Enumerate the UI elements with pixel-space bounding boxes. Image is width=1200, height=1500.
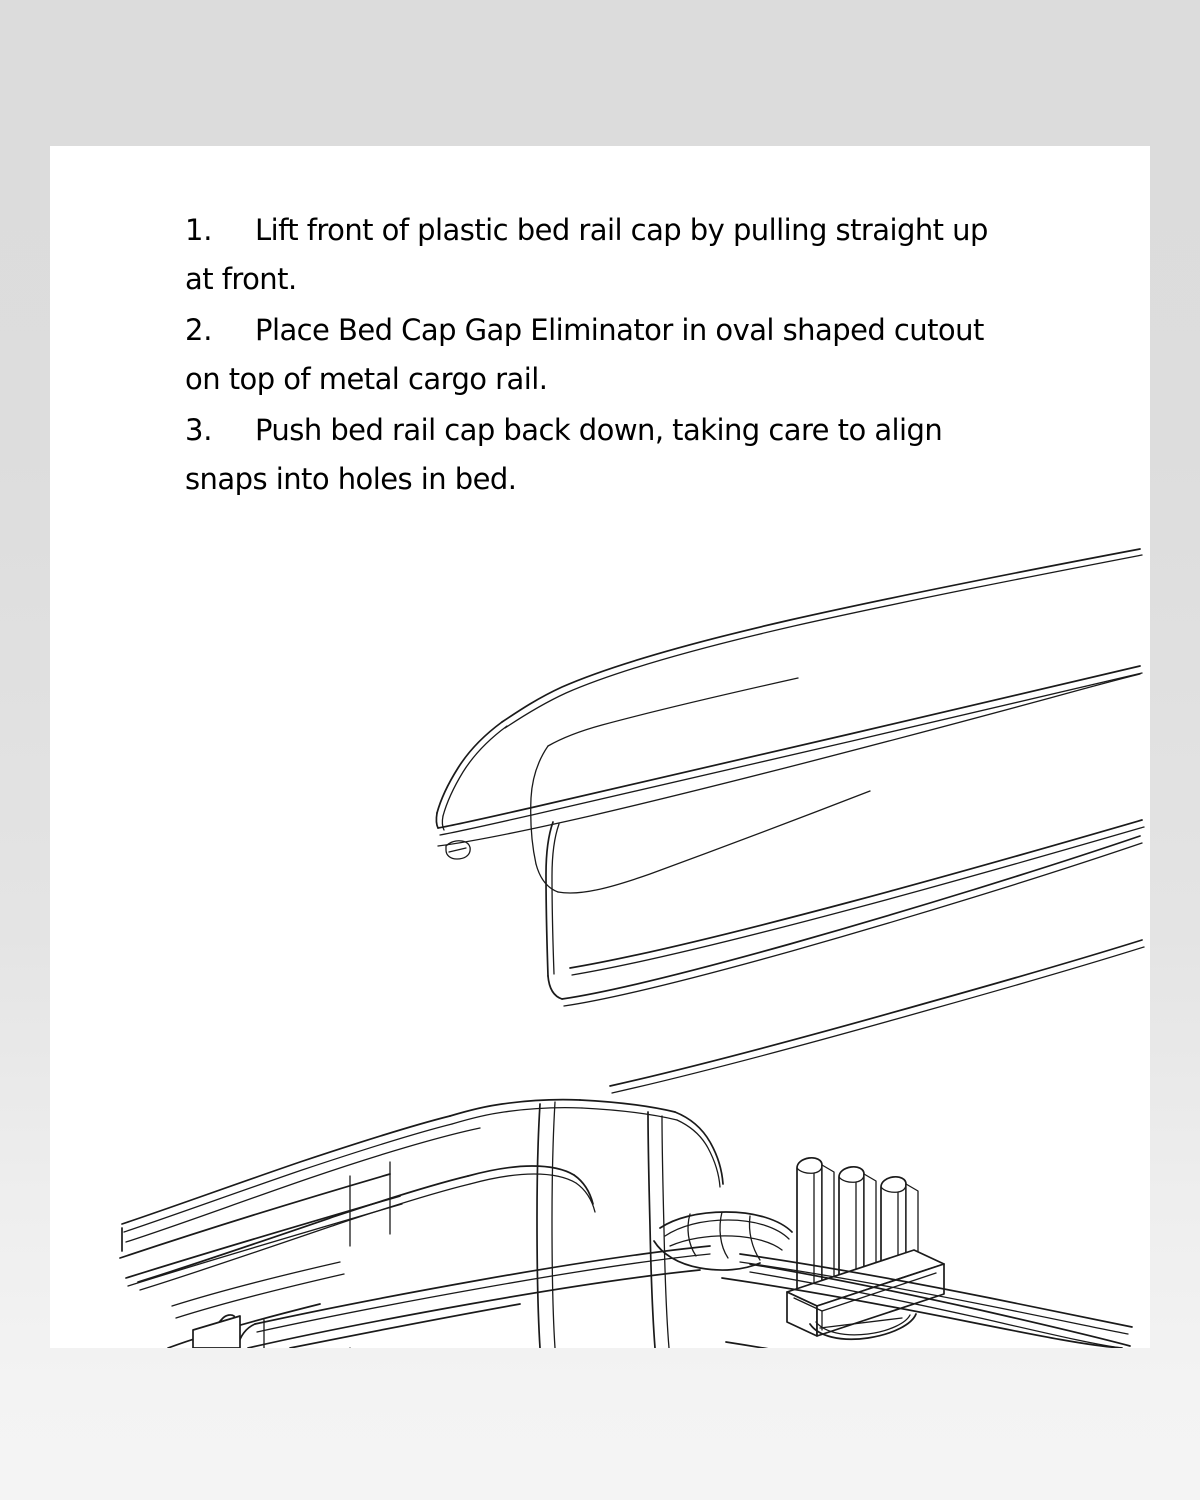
list-item bbox=[185, 406, 1020, 504]
bed-rail-cap-illustration bbox=[436, 549, 1144, 1093]
bed-cap-gap-eliminator-illustration bbox=[787, 1158, 944, 1339]
list-item-number: 1. bbox=[185, 213, 213, 247]
list-item bbox=[185, 206, 1020, 304]
list-item-text: Lift front of plastic bed rail cap by pulling straight up at front. bbox=[185, 213, 988, 296]
list-item-text: Place Bed Cap Gap Eliminator in oval shaped cutout on top of metal cargo rail. bbox=[185, 313, 984, 396]
list-item bbox=[185, 306, 1020, 404]
list-item-text: Push bed rail cap back down, taking care to align snaps into holes in bed. bbox=[185, 413, 943, 496]
metal-cargo-rail-illustration bbox=[122, 1100, 1132, 1348]
list-item-number: 3. bbox=[185, 413, 213, 447]
list-item-number: 2. bbox=[185, 313, 213, 347]
truck-bed-lower-detail bbox=[290, 1304, 520, 1348]
instruction-list bbox=[185, 206, 1020, 506]
document-page bbox=[50, 146, 1150, 1348]
